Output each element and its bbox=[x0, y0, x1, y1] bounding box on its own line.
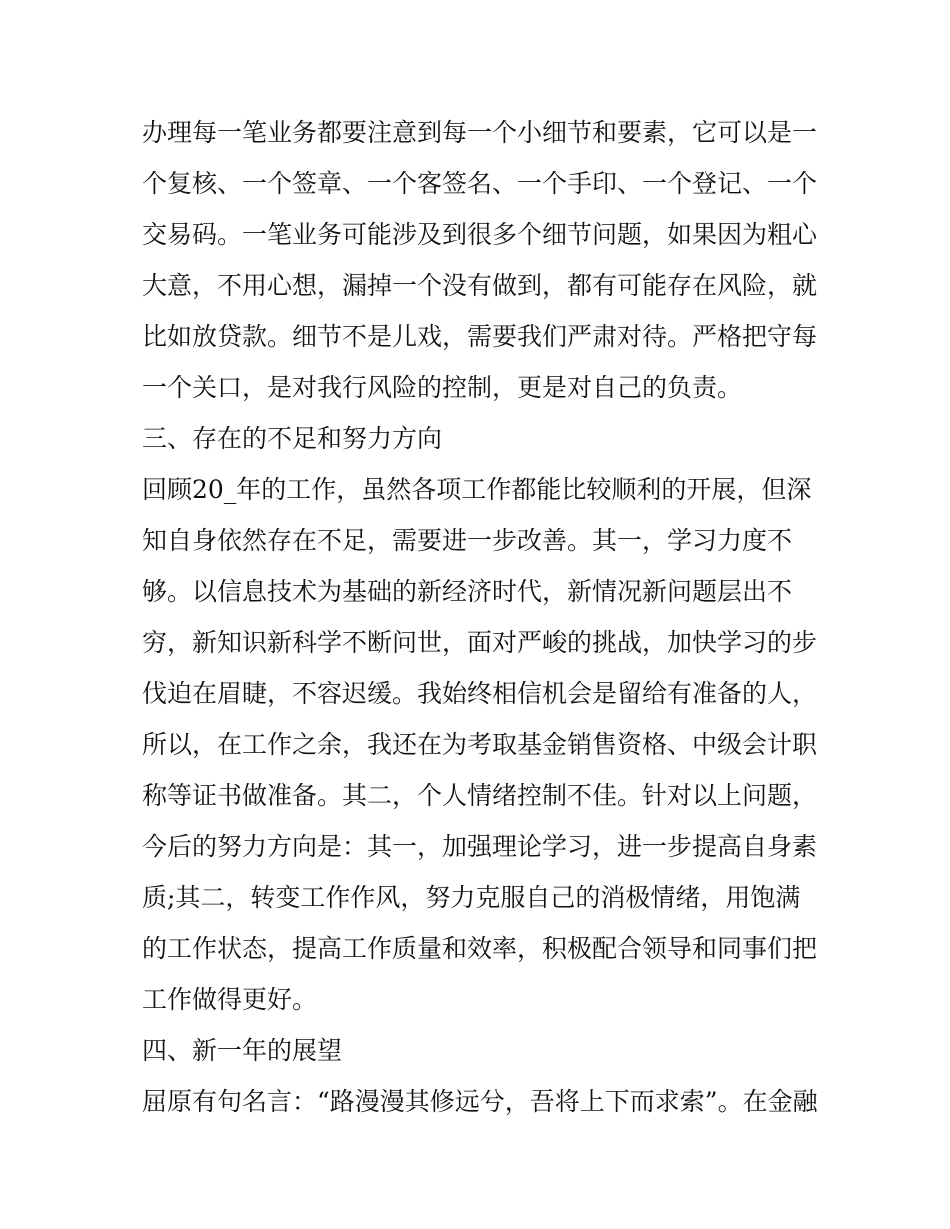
section-heading: 四、新一年的展望 bbox=[142, 1036, 343, 1065]
paragraph-line: 回顾20_年的工作，虽然各项工作都能比较顺利的开展，但深 bbox=[142, 475, 812, 504]
paragraph-line: 质;其二，转变工作作风，努力克服自己的消极情绪，用饱满 bbox=[142, 883, 801, 912]
paragraph-line: 一个关口，是对我行风险的控制，更是对自己的负责。 bbox=[142, 373, 743, 402]
paragraph-line: 办理每一笔业务都要注意到每一个小细节和要素，它可以是一 bbox=[142, 118, 818, 147]
paragraph-line: 大意，不用心想，漏掉一个没有做到，都有可能存在风险，就 bbox=[142, 271, 818, 300]
paragraph-line: 知自身依然存在不足，需要进一步改善。其一，学习力度不 bbox=[142, 526, 793, 555]
paragraph-line: 所以，在工作之余，我还在为考取基金销售资格、中级会计职 bbox=[142, 730, 818, 759]
paragraph-line: 工作做得更好。 bbox=[142, 985, 318, 1014]
paragraph-line: 交易码。一笔业务可能涉及到很多个细节问题，如果因为粗心 bbox=[142, 220, 818, 249]
paragraph-line: 今后的努力方向是：其一，加强理论学习，进一步提高自身素 bbox=[142, 832, 818, 861]
paragraph-line: 屈原有句名言：“路漫漫其修远兮，吾将上下而求索”。在金融 bbox=[142, 1087, 818, 1116]
paragraph-line: 个复核、一个签章、一个客签名、一个手印、一个登记、一个 bbox=[142, 169, 818, 198]
paragraph-line: 伐迫在眉睫，不容迟缓。我始终相信机会是留给有准备的人， bbox=[142, 679, 818, 708]
paragraph-line: 穷，新知识新科学不断问世，面对严峻的挑战，加快学习的步 bbox=[142, 628, 818, 657]
paragraph-line: 的工作状态，提高工作质量和效率，积极配合领导和同事们把 bbox=[142, 934, 818, 963]
document-body bbox=[142, 107, 822, 1127]
paragraph-line: 比如放贷款。细节不是儿戏，需要我们严肃对待。严格把守每 bbox=[142, 322, 818, 351]
paragraph-line: 称等证书做准备。其二，个人情绪控制不佳。针对以上问题， bbox=[142, 781, 818, 810]
section-heading: 三、存在的不足和努力方向 bbox=[142, 424, 443, 453]
paragraph-line: 够。以信息技术为基础的新经济时代，新情况新问题层出不 bbox=[142, 577, 793, 606]
